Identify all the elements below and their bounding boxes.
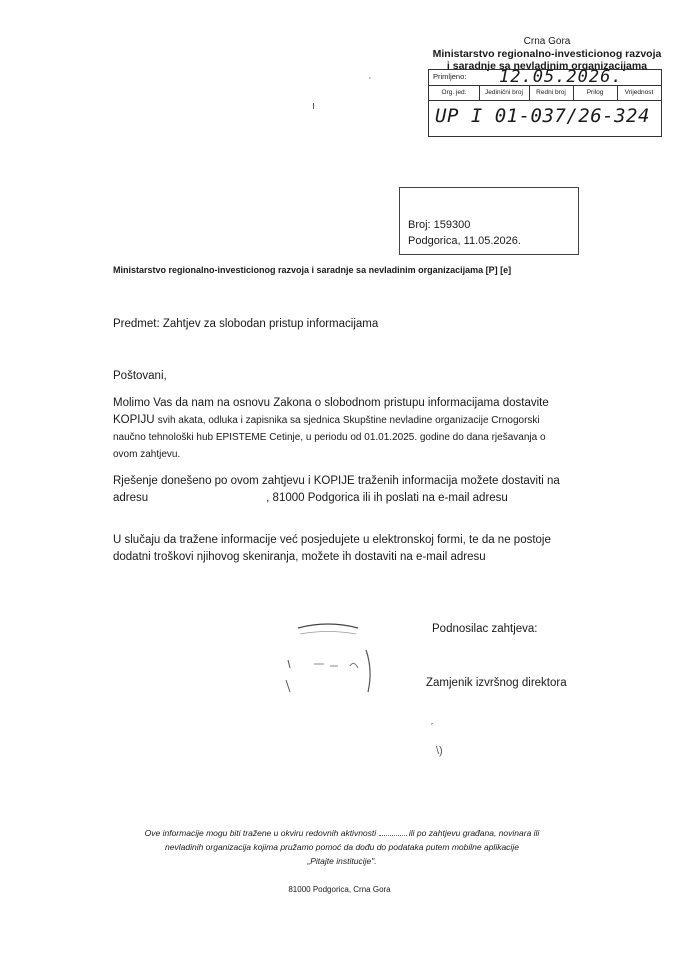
- scan-mark: \): [436, 745, 443, 757]
- scan-mark: ·: [368, 72, 372, 84]
- p1-line2: svih akata, odluka i zapisnika sa sjednica Skupštine nevladine organizacije Crnogorski: [157, 415, 540, 426]
- stamp-registry-number: UP I 01-037/26-324: [435, 105, 650, 127]
- stamp-received-label: Primljeno:: [433, 72, 467, 81]
- p2-address-rest: , 81000 Podgorica ili ih poslati na e-mail adresu: [266, 492, 508, 504]
- stamp-country: Crna Gora: [523, 36, 571, 47]
- footer-line1b: ili po zahtjevu građana, novinara ili: [408, 828, 540, 838]
- signature-title: Zamjenik izvršnog direktora: [426, 677, 567, 689]
- registry-stamp: [428, 69, 662, 137]
- subject-line: Predmet: Zahtjev za slobodan pristup informacijama: [113, 318, 379, 330]
- p2-address-label: adresu: [113, 492, 149, 504]
- p2-line1: Rješenje donešeno po ovom zahtjevu i KOPIJE traženih informacija možete dostaviti na: [113, 475, 560, 487]
- p3-line2: dodatni troškovi njihovog skeniranja, možete ih dostaviti na e-mail adresu: [113, 551, 486, 563]
- p3-line1: U slučaju da tražene informacije već posjedujete u elektronskoj formi, te da ne postoje: [113, 534, 551, 546]
- p1-kopiju: KOPIJU: [113, 414, 155, 426]
- footer-note: [92, 826, 592, 868]
- body-paragraph-2: [113, 473, 583, 507]
- footer-line2: nevladinih organizacija kojima pružamo pomoć da dođu do podataka putem mobilne aplikacije: [165, 842, 519, 852]
- p1-line4: ovom zahtjevu.: [113, 449, 181, 460]
- stamp-ministry-line1: Ministarstvo regionalno-investicionog razvoja: [432, 48, 662, 60]
- scan-mark: ˊ: [430, 722, 434, 734]
- body-paragraph-1: [113, 395, 583, 463]
- reference-place-date: Podgorica, 11.05.2026.: [408, 235, 521, 247]
- stamp-col-serial: Redni broj: [529, 85, 574, 100]
- stamp-ministry-line2: i saradnje sa nevladinim organizacijama: [446, 60, 648, 72]
- stamp-received-date: 12.05.2026.: [499, 67, 623, 87]
- footer-line1a: Ove informacije mogu biti tražene u okviru redovnih aktivnosti: [144, 828, 377, 838]
- stamp-col-attachment: Prilog: [573, 85, 618, 100]
- footer-address: 81000 Podgorica, Crna Gora: [288, 885, 391, 894]
- greeting: Poštovani,: [113, 370, 167, 382]
- body-paragraph-3: [113, 532, 583, 566]
- reference-number: Broj: 159300: [408, 219, 471, 231]
- p1-line3: naučno tehnološki hub EPISTEME Cetinje, u periodu od 01.01.2025. godine do dana rješavanja o: [113, 432, 546, 443]
- signature-label: Podnosilac zahtjeva:: [432, 623, 538, 635]
- reference-box: [399, 187, 579, 255]
- stamp-columns-row: [429, 85, 661, 101]
- footer-line3: „Pitajte institucije".: [307, 856, 377, 866]
- stamp-col-org: Org. jed.: [429, 85, 480, 100]
- stamp-received-row: [429, 67, 661, 87]
- seal-mark: [278, 620, 378, 710]
- stamp-col-unit: Jedinični broj: [479, 85, 530, 100]
- stamp-col-value: Vrijednost: [624, 89, 654, 96]
- scan-mark: ı: [312, 100, 316, 112]
- p1-line1: Molimo Vas da nam na osnovu Zakona o slobodnom pristupu informacijama dostavite: [113, 397, 549, 409]
- recipient: Ministarstvo regionalno-investicionog razvoja i saradnje sa nevladinim organizacijama [P] [e]: [113, 265, 512, 275]
